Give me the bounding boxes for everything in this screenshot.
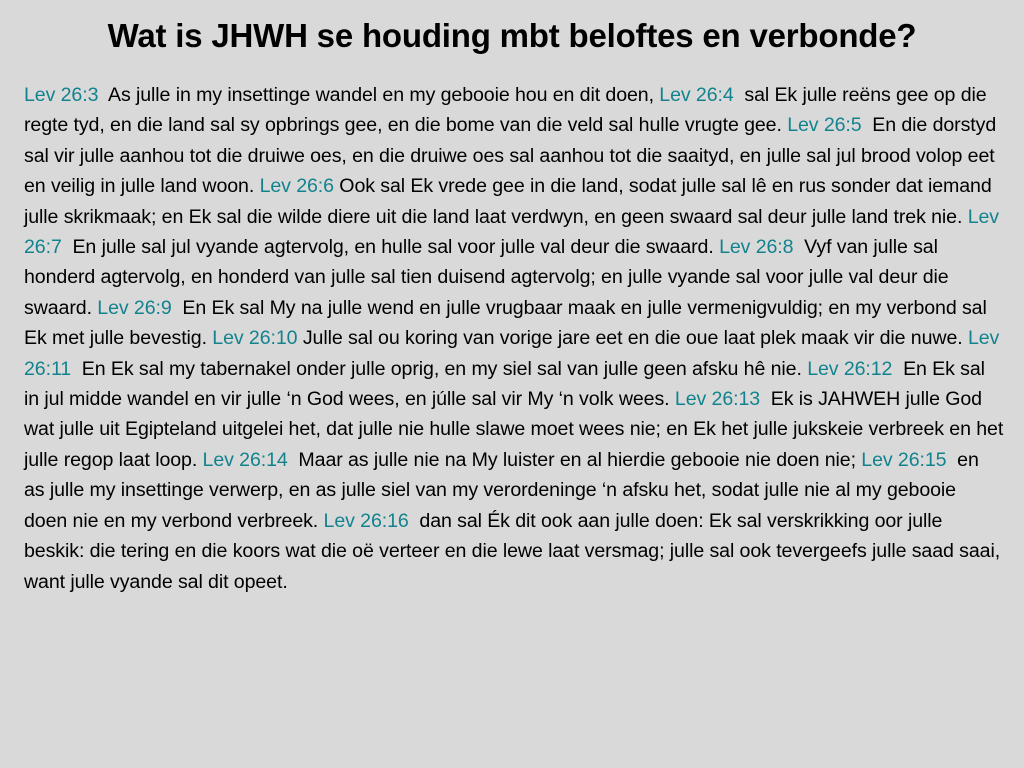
verse-ref: Lev 26:12 bbox=[807, 357, 893, 380]
verse-ref: Lev 26:3 bbox=[24, 84, 99, 106]
verse-text: En Ek sal in jul midde wandel en vir julle ‘n God wees, en júlle sal vir My ‘n volk wees. bbox=[24, 357, 985, 411]
verse-ref: Lev 26:6 bbox=[259, 175, 334, 198]
verse-text: En julle sal jul vyande agtervolg, en hulle sal voor julle val deur die swaard. bbox=[72, 236, 714, 259]
verse-text: dan sal Ék dit ook aan julle doen: Ek sal verskrikking oor julle beskik: die tering en die koors wat die oë verteer en die lewe laat versmag; julle sal ook tevergeefs julle saad saai, want julle vyande sal dit opeet. bbox=[24, 509, 1001, 593]
verse-text: En die dorstyd sal vir julle aanhou tot die druiwe oes, en die druiwe oes sal aanhou tot die saaityd, en julle sal jul brood volop eet en veilig in julle land woon. bbox=[24, 114, 997, 198]
slide-title: Wat is JHWH se houding mbt beloftes en verbonde? bbox=[107, 17, 917, 54]
verse-text: En Ek sal my tabernakel onder julle oprig, en my siel sal van julle geen afsku hê nie. bbox=[81, 357, 802, 380]
verse-ref: Lev 26:9 bbox=[97, 296, 172, 319]
verse-ref: Lev 26:16 bbox=[323, 509, 409, 532]
verse-ref: Lev 26:13 bbox=[674, 388, 761, 411]
verse-text: Julle sal ou koring van vorige jare eet en die oue laat plek maak vir die nuwe. bbox=[302, 327, 963, 350]
verse-ref: Lev 26:11 bbox=[24, 327, 1000, 380]
verse-text: As julle in my insettinge wandel en my gebooie hou en dit doen, bbox=[107, 84, 654, 106]
verse-text: Ek is JAHWEH julle God wat julle uit Egipteland uitgelei het, dat julle nie hulle slawe moet wees nie; en Ek het julle jukskeie verbreek en het julle regop laat loop. bbox=[24, 388, 1004, 471]
verse-text: Vyf van julle sal honderd agtervolg, en honderd van julle sal tien duisend agtervolg; en julle vyande sal voor julle val deur die swaard. bbox=[24, 236, 949, 319]
verse-text: Maar as julle nie na My luister en al hierdie gebooie nie doen nie; bbox=[298, 448, 856, 471]
verse-ref: Lev 26:14 bbox=[202, 448, 288, 471]
scripture-body bbox=[24, 80, 1004, 597]
verse-ref: Lev 26:10 bbox=[212, 327, 298, 350]
verse-text: En Ek sal My na julle wend en julle vrugbaar maak en julle vermenigvuldig; en my verbond sal Ek met julle bevestig. bbox=[24, 296, 987, 350]
verse-text: en as julle my insettinge verwerp, en as julle siel van my verordeninge ‘n afsku het, sodat julle nie al my gebooie doen nie en my verbond verbreek. bbox=[24, 448, 979, 532]
verse-ref: Lev 26:15 bbox=[861, 448, 947, 471]
verse-text: Ook sal Ek vrede gee in die land, sodat julle sal lê en rus sonder dat iemand julle skrikmaak; en Ek sal die wilde diere uit die land laat verdwyn, en geen swaard sal deur julle land trek nie. bbox=[24, 175, 992, 228]
verse-ref: Lev 26:8 bbox=[719, 236, 794, 259]
verse-text: sal Ek julle reëns gee op die regte tyd, en die land sal sy opbrings gee, en die bome van die veld sal hulle vrugte gee. bbox=[24, 84, 987, 137]
verse-ref: Lev 26:5 bbox=[787, 114, 862, 137]
verse-ref: Lev 26:7 bbox=[24, 205, 999, 259]
verse-ref: Lev 26:4 bbox=[659, 84, 734, 106]
